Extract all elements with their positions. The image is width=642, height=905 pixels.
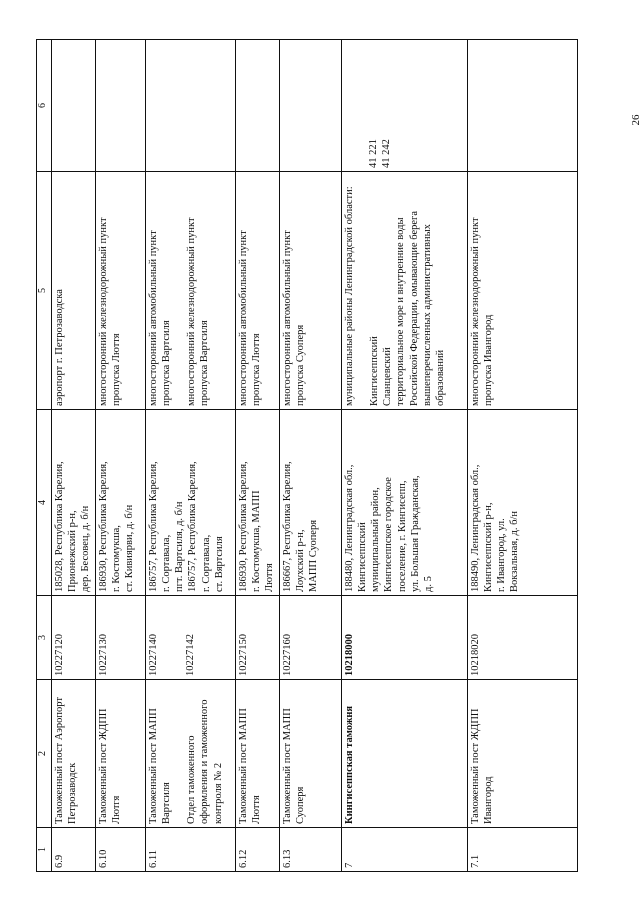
cell-text: многосторонний железнодорожный пункт [98,217,109,406]
cell-text: 186757, Республика Карелия, [187,461,199,592]
cell-text: Суоперя [295,786,307,824]
cell-text: Люття [251,795,263,824]
col-header-4: 4 [37,410,52,596]
col-header-1: 1 [37,828,52,872]
cell-text [343,43,355,168]
cell-text: пропуска Ивангород [483,314,495,406]
customs-table [36,39,578,872]
okato-codes [146,40,236,172]
table-row [280,40,342,872]
cell-text: Кингисеппское городское [383,477,395,592]
cell-text: 186930, Республика Карелия, [238,461,249,592]
cell-text: пропуска Вартсиля [199,320,211,406]
checkpoint-area [468,172,578,410]
cell-text: дер. Бесовец, д. б/н [80,505,92,592]
cell-text: Прионежский р-н, [67,510,79,592]
cell-text: вышеперечисленных административных [421,224,433,406]
cell-text: Кингисеппский [357,522,369,592]
cell-text: 10218000 [344,634,355,676]
row-number [468,828,578,872]
cell-text: пропуска Суоперя [295,324,307,406]
post-code [236,596,280,680]
cell-text [172,599,184,676]
checkpoint-area [342,172,468,410]
row-number [146,828,236,872]
cell-text: Лоухский р-н, [295,529,307,592]
okato-codes [96,40,146,172]
post-code [146,596,236,680]
cell-text: Лютгя [111,795,123,824]
cell-text: муниципальные районы Ленинградской области: [344,186,355,406]
table-row [52,40,96,872]
post-name [468,680,578,828]
cell-text: оформления и таможенного [199,699,211,824]
cell-text: г. Сортавала, [200,534,212,592]
rotated-page [36,40,596,872]
cell-text: Люття [264,563,276,592]
okato-codes [468,40,578,172]
cell-text: д. 5 [422,576,434,592]
cell-text: 186667, Республика Карелия, [282,461,293,592]
cell-text: Вокзальная, д. б/н [509,511,521,592]
cell-text: Таможенный пост Аэропорт [54,697,65,824]
table-row [236,40,280,872]
cell-text: 41 242 [381,139,393,168]
cell-text: муниципальный район, [370,487,382,592]
col-header-2: 2 [37,680,52,828]
cell-text: ул. Большая Гражданская, [409,475,421,592]
cell-text: 6.12 [238,849,249,868]
cell-text: Таможенный пост ЖДПП [98,708,109,824]
post-name [96,680,146,828]
cell-text: Таможенный пост ЖДПП [470,708,481,824]
post-address [342,410,468,596]
cell-text: Кингисеппская таможня [344,705,355,824]
checkpoint-area [52,172,96,410]
post-address [146,410,236,596]
cell-text: многосторонний железнодорожный пункт [470,217,481,406]
row-number [96,828,146,872]
cell-text [173,683,185,824]
table-body [52,40,578,872]
cell-text: 10218020 [470,634,481,676]
cell-text: Российской Федерации, омывающие берега [408,210,420,406]
cell-text: контроля № 2 [212,762,224,824]
table-row [96,40,146,872]
cell-text: Ивангород [483,776,495,824]
post-address [280,410,342,596]
cell-text: образований [434,349,446,406]
cell-text [160,599,172,676]
row-number [236,828,280,872]
table-row [468,40,578,872]
post-address [96,410,146,596]
cell-text: 41 221 [368,139,379,168]
cell-text: Сланцевский [382,347,394,406]
post-code [52,596,96,680]
cell-text: 10227142 [185,634,197,676]
cell-text: многосторонний автомобильный пункт [238,230,249,406]
post-name [146,680,236,828]
cell-text: Вартсиля [161,782,173,824]
cell-text: ст. Вяртсиля [213,536,225,592]
cell-text: пропуска Вартсиля [161,320,173,406]
cell-text: г. Костомукша, МАПП [251,490,263,592]
cell-text: 6.13 [282,849,293,868]
post-name [280,680,342,828]
okato-codes [236,40,280,172]
cell-text: 10227160 [282,634,293,676]
cell-text: территориальное море и внутренние воды [395,217,407,406]
checkpoint-area [96,172,146,410]
table-row [342,40,468,872]
cell-text: 6.9 [54,854,65,868]
cell-text: МАПП Суоперя [308,519,320,592]
cell-text: Петрозаводск [67,762,79,824]
cell-text: 6.11 [148,850,159,868]
col-header-6: 6 [37,40,52,172]
post-address [236,410,280,596]
row-number [280,828,342,872]
cell-text: пропуска Люття [251,333,263,406]
cell-text: многосторонний автомобильный пункт [148,230,159,406]
post-code [342,596,468,680]
table-row [146,40,236,872]
cell-text: г. Сортавала, [161,534,173,592]
post-code [96,596,146,680]
cell-text: 6.10 [98,849,109,868]
cell-text: 186757, Республика Карелия, [148,461,159,592]
cell-text: 10227120 [54,634,65,676]
cell-text: Кингисеппский [369,336,381,406]
cell-text [356,175,368,406]
cell-text: многосторонний автомобильный пункт [282,230,293,406]
cell-text: пгт. Вартсиля, д. б/н [174,501,186,592]
col-header-3: 3 [37,596,52,680]
post-name [342,680,468,828]
checkpoint-area [280,172,342,410]
cell-text: 186930, Республика Карелия, [98,461,109,592]
row-number [342,828,468,872]
cell-text: Таможенный пост МАПП [238,708,249,824]
cell-text: аэропорт г. Петрозаводска [54,289,65,406]
cell-text: Таможенный пост МАПП [148,708,159,824]
cell-text: г. Костомукша, [111,525,123,592]
row-number [52,828,96,872]
okato-codes [52,40,96,172]
cell-text [355,43,367,168]
checkpoint-area [236,172,280,410]
cell-text: Отдел таможенного [186,735,198,824]
post-address [468,410,578,596]
cell-text: многосторонний железнодорожный пункт [186,217,198,406]
cell-text: пропуска Люття [111,333,123,406]
cell-text: г. Ивангород, ул. [496,518,508,592]
cell-text: 7 [344,862,355,868]
cell-text: Кингисеппский р-н, [483,502,495,592]
post-code [280,596,342,680]
post-name [236,680,280,828]
cell-text: 188480, Ленинградская обл., [344,464,355,592]
cell-text: 10227140 [148,634,159,676]
post-address [52,410,96,596]
cell-text: 7.1 [470,854,481,868]
col-header-5: 5 [37,172,52,410]
header-row [37,40,52,872]
cell-text: Таможенный пост МАПП [282,708,293,824]
cell-text: 10227130 [98,634,109,676]
okato-codes [280,40,342,172]
page-number: 26 [630,114,642,126]
post-code [468,596,578,680]
post-name [52,680,96,828]
cell-text: ст. Кивиярви, д. б/н [124,504,136,592]
okato-codes [342,40,468,172]
cell-text: 188490, Ленинградская обл., [470,464,481,592]
cell-text: поселение, г. Кингисепп, [396,480,408,592]
cell-text: 185028, Республика Карелия, [54,461,65,592]
cell-text: 10227150 [238,634,249,676]
checkpoint-area [146,172,236,410]
cell-text [173,175,185,406]
